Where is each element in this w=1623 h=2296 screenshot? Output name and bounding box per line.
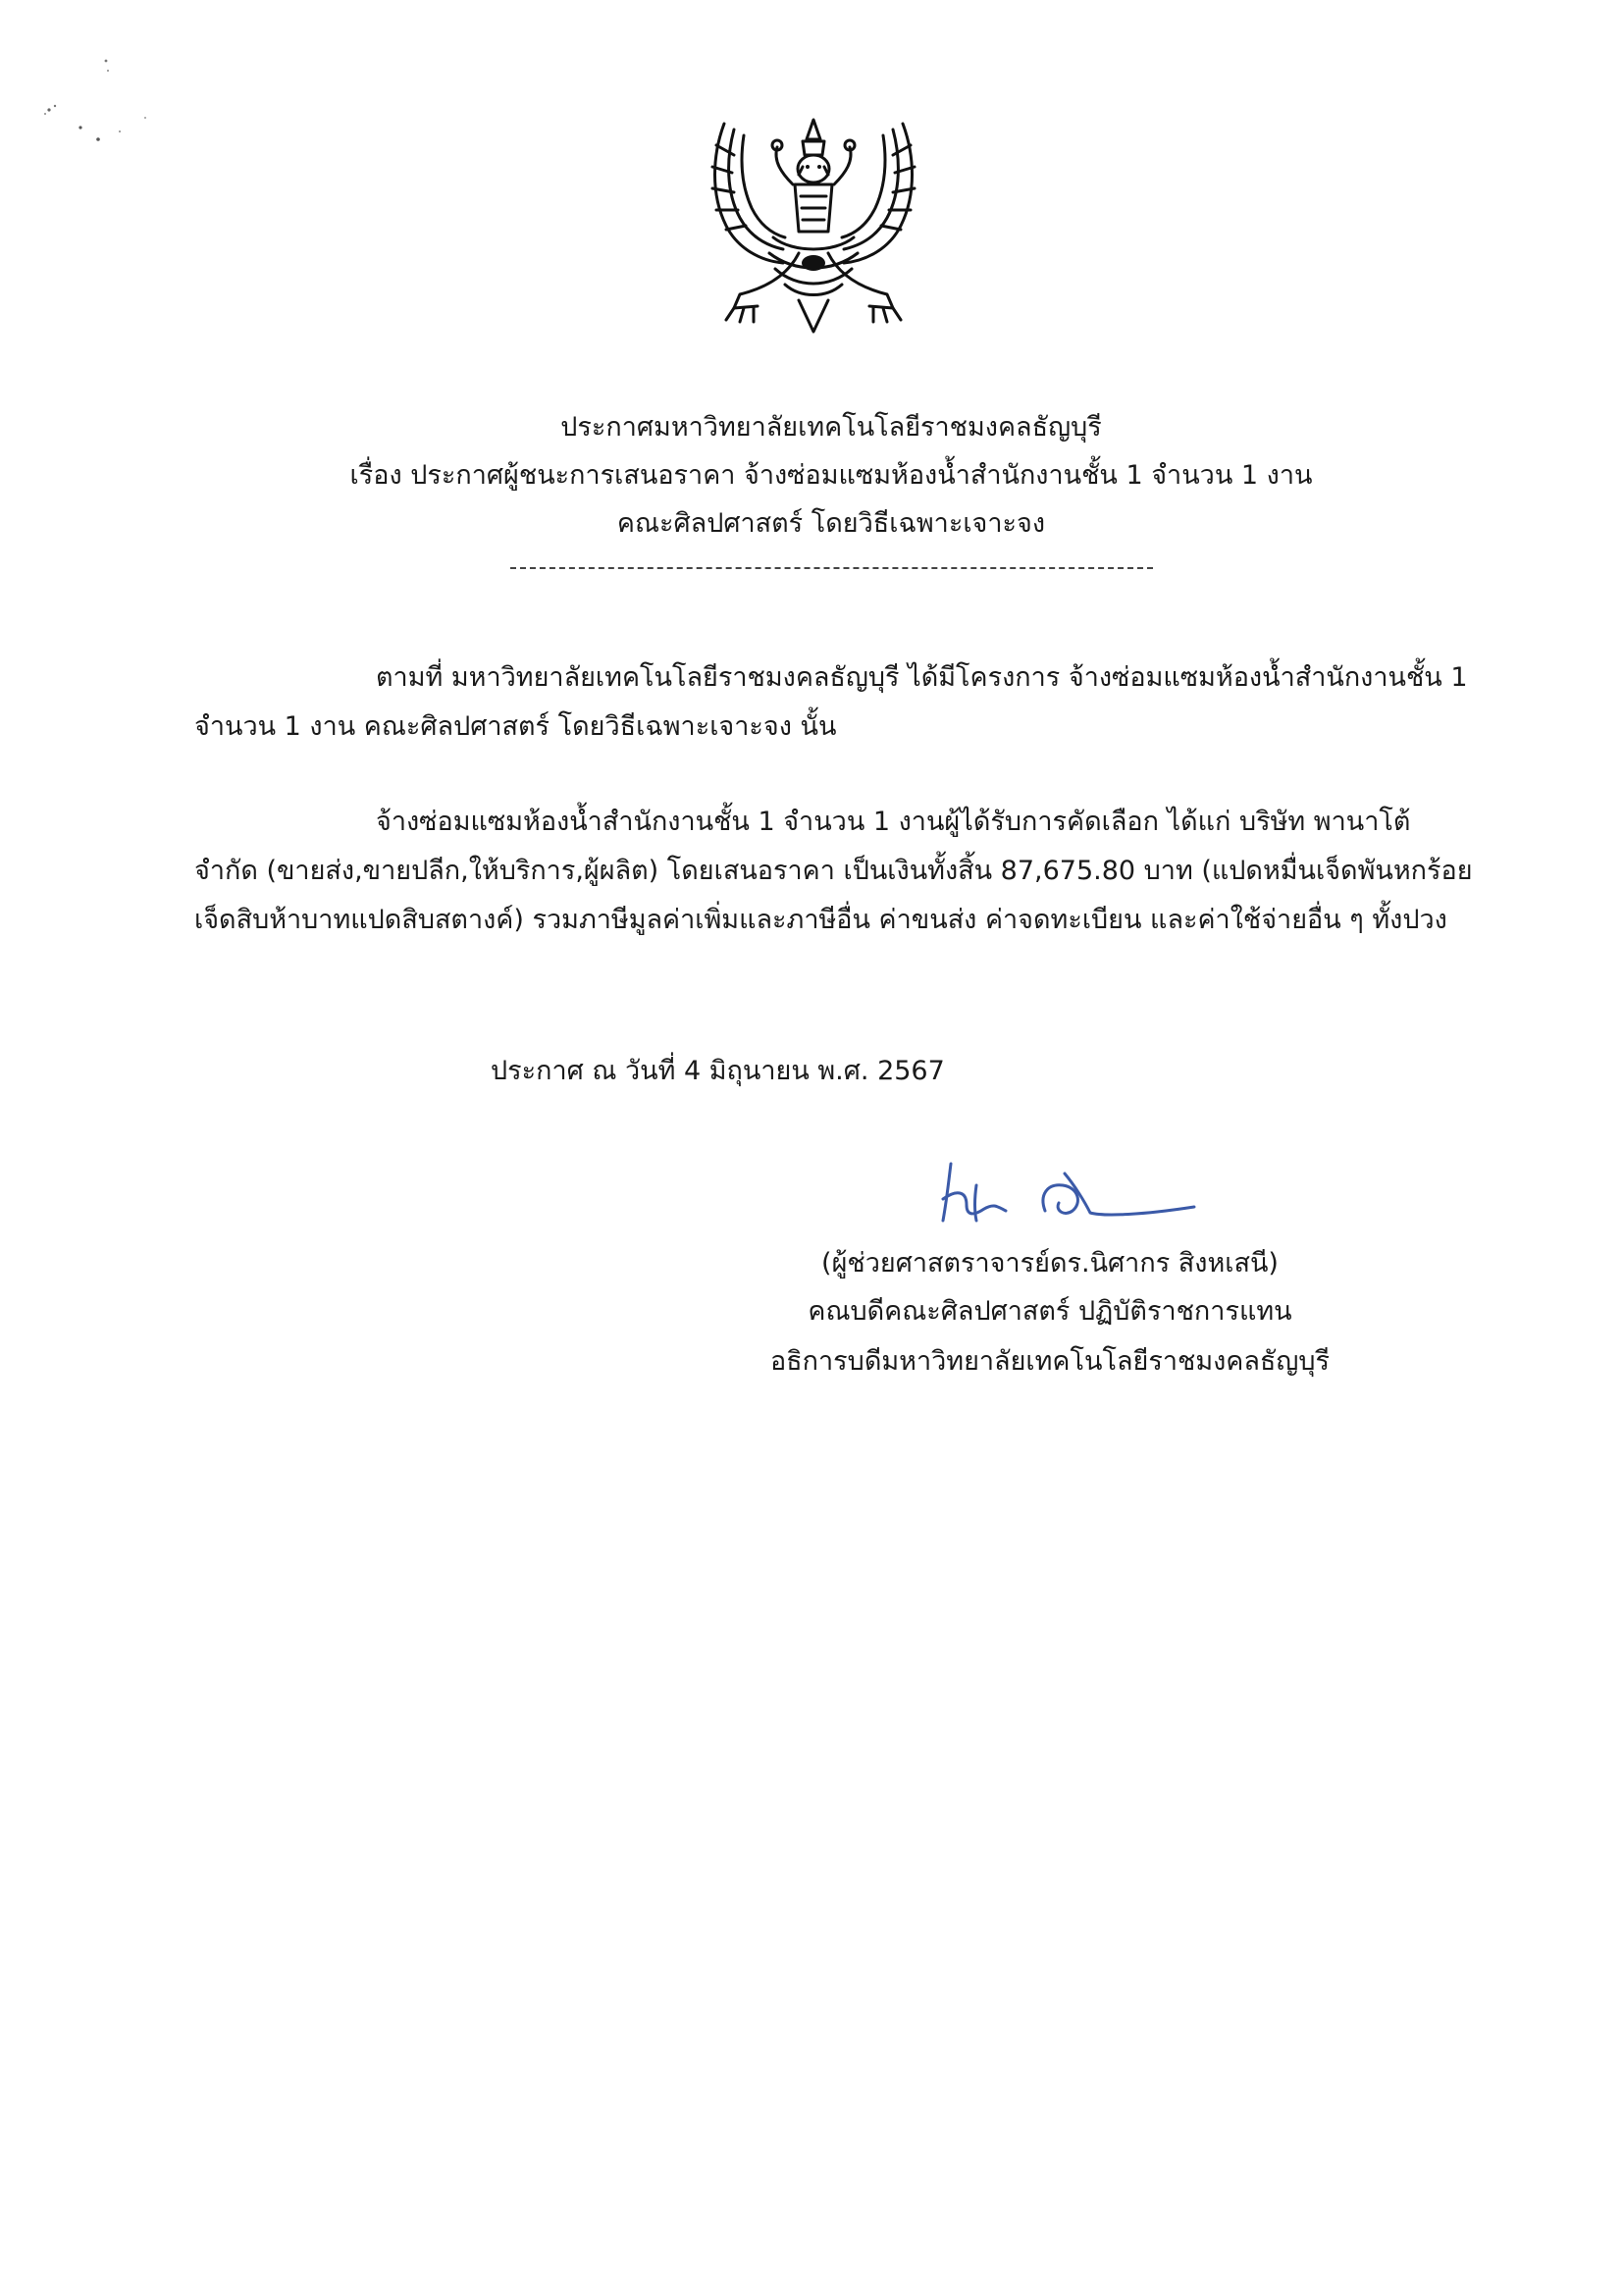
paragraph-line: จำกัด (ขายส่ง,ขายปลีก,ให้บริการ,ผู้ผลิต) โดยเสนอราคา เป็นเงินทั้งสิ้น 87,675.80 บาท (แปดหมื่นเจ็ดพันหกร้อย (194, 856, 1473, 886)
header-separator (510, 567, 1153, 569)
paragraph-line: จ้างซ่อมแซมห้องน้ำสำนักงานชั้น 1 จำนวน 1 งานผู้ได้รับการคัดเลือก ได้แก่ บริษัท พานาโต้ (376, 807, 1411, 837)
announcement-subject: เรื่อง ประกาศผู้ชนะการเสนอราคา จ้างซ่อมแซมห้องน้ำสำนักงานชั้น 1 จำนวน 1 งาน (349, 460, 1313, 491)
signatory-position: คณบดีคณะศิลปศาสตร์ ปฏิบัติราชการแทน (808, 1296, 1292, 1327)
handwritten-signature (937, 1156, 1202, 1234)
paragraph-line: ตามที่ มหาวิทยาลัยเทคโนโลยีราชมงคลธัญบุรี ได้มีโครงการ จ้างซ่อมแซมห้องน้ำสำนักงานชั้น 1 (376, 662, 1468, 693)
scan-specks (20, 49, 167, 167)
garuda-emblem-icon (705, 116, 922, 343)
announcement-date: ประกาศ ณ วันที่ 4 มิถุนายน พ.ศ. 2567 (491, 1056, 945, 1086)
signatory-name: (ผู้ช่วยศาสตราจารย์ดร.นิศากร สิงหเสนี) (821, 1248, 1279, 1278)
announcement-subject-continued: คณะศิลปศาสตร์ โดยวิธีเฉพาะเจาะจง (616, 508, 1046, 539)
announcement-title: ประกาศมหาวิทยาลัยเทคโนโลยีราชมงคลธัญบุรี (560, 412, 1102, 443)
paragraph-line: เจ็ดสิบห้าบาทแปดสิบสตางค์) รวมภาษีมูลค่าเพิ่มและภาษีอื่น ค่าขนส่ง ค่าจดทะเบียน และค่าใช้จ่ายอื่น ๆ ทั้งปวง (194, 905, 1447, 935)
paragraph-line: จำนวน 1 งาน คณะศิลปศาสตร์ โดยวิธีเฉพาะเจาะจง นั้น (194, 711, 837, 742)
body-paragraph-1 (194, 653, 1470, 752)
body-paragraph-2 (194, 798, 1473, 945)
signatory-position-acting-for: อธิการบดีมหาวิทยาลัยเทคโนโลยีราชมงคลธัญบุรี (769, 1346, 1331, 1377)
